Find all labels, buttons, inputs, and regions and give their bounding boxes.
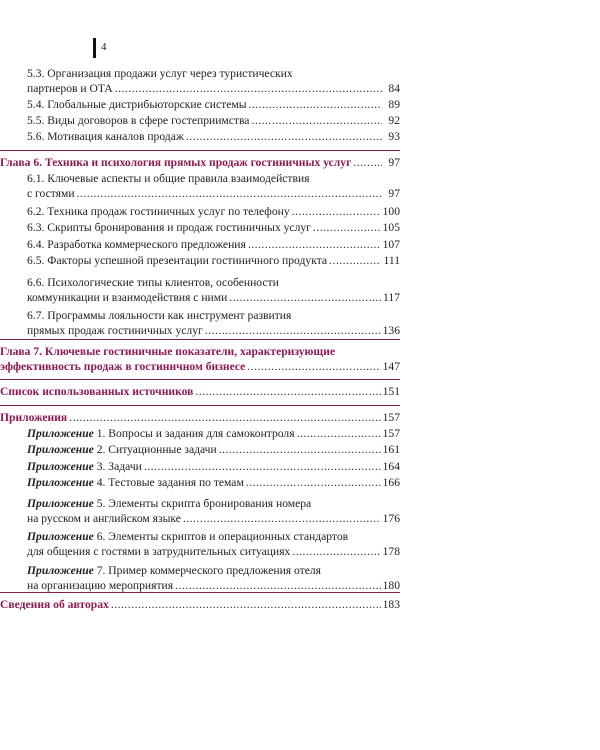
toc-entry-text: 2. Ситуационные задачи [93,443,217,456]
toc-section-entry[interactable] [27,530,400,559]
toc-entry-text: 3. Задачи [93,460,142,473]
section-divider [0,150,400,151]
dot-leader [69,411,380,426]
toc-entry-title [27,130,184,145]
toc-section-entry[interactable] [27,114,400,129]
toc-section-entry[interactable] [27,205,400,220]
dot-leader [111,598,381,613]
toc-page-number: 84 [388,81,400,95]
toc-section-entry[interactable] [27,130,400,145]
toc-entry-text: на организацию мероприятия [27,578,174,592]
toc-section-entry[interactable] [27,309,400,338]
dot-leader [297,427,381,442]
toc-entry-title [27,291,227,306]
section-divider [0,379,400,380]
toc-section-entry[interactable] [27,476,400,491]
toc-chapter-entry[interactable] [0,411,400,426]
toc-page-number: 151 [382,385,400,398]
toc-page-number: 180 [382,578,400,592]
toc-entry-text: 6.1. Ключевые аспекты и общие правила взаимодействия [27,172,310,185]
toc-page-number: 89 [388,98,400,111]
toc-entry-title [0,360,245,375]
toc-entry-text: 6.2. Техника продаж гостиничных услуг по телефону [27,205,290,218]
appendix-label: Приложение [27,530,94,543]
toc-entry-title [0,156,351,171]
toc-entry-title [27,427,295,442]
page-marker-bar [93,38,96,58]
toc-chapter-entry[interactable] [0,345,400,374]
toc-entry-text: для общения с гостями в затруднительных ситуациях [27,544,291,558]
toc-entry-title [0,385,193,400]
toc-entry-title [27,512,181,527]
toc-page-number: 93 [388,130,400,143]
dot-leader [353,156,382,171]
toc-section-entry[interactable] [27,172,400,201]
toc-entry-title [27,443,217,458]
toc-section-entry[interactable] [27,443,400,458]
toc-section-entry[interactable] [27,276,400,305]
toc-entry-text: партнеров и ОТА [27,81,113,95]
dot-leader [329,254,381,269]
toc-entry-title [27,254,327,269]
toc-section-entry[interactable] [27,460,400,475]
toc-page-number: 183 [382,598,400,611]
toc-page-number: 166 [382,476,400,489]
toc-entry-title [27,238,246,253]
dot-leader [195,385,380,400]
toc-entry-text: прямых продаж гостиничных услуг [27,323,203,337]
dot-leader [313,221,381,236]
dot-leader [115,82,382,97]
toc-section-entry[interactable] [27,427,400,442]
toc-page-number: 161 [382,443,400,456]
toc-entry-title [27,579,173,594]
section-divider [0,405,400,406]
toc-entry-text: коммуникации и взаимодействия с ними [27,290,228,304]
toc-page-number: 136 [382,323,400,337]
toc-page-number: 117 [383,290,400,304]
toc-entry-title [27,172,310,185]
toc-entry-text: 1. Вопросы и задания для самоконтроля [93,427,295,440]
toc-page-number: 107 [382,238,400,251]
toc-entry-text: 6.3. Скрипты бронирования и продаж гостиничных услуг [27,221,311,234]
toc-entry-title [27,530,348,543]
toc-section-entry[interactable] [27,67,400,96]
toc-page-number: 178 [382,544,400,558]
toc-entry-title [27,497,311,510]
toc-entry-title [0,411,67,426]
toc-section-entry[interactable] [27,98,400,113]
toc-entry-text: 6.5. Факторы успешной презентации гостиничного продукта [27,254,328,267]
page-number: 4 [101,41,107,53]
section-divider [0,339,400,340]
appendix-label: Приложение [27,427,94,440]
toc-entry-text: 5.6. Мотивация каналов продаж [27,130,184,143]
toc-entry-title [27,98,246,113]
dot-leader [77,187,382,202]
toc-page-number: 97 [388,156,400,169]
dot-leader [183,512,381,527]
appendix-label: Приложение [27,497,94,510]
toc-entry-title [27,545,290,560]
toc-section-entry[interactable] [27,564,400,593]
dot-leader [251,114,382,129]
dot-leader [292,205,381,220]
dot-leader [292,545,380,560]
toc-page-number: 100 [382,205,400,218]
toc-entry-text: 4. Тестовые задания по темам [93,476,244,489]
toc-entry-title [27,82,113,97]
appendix-label: Приложение [27,564,94,577]
toc-entry-text: 7. Пример коммерческого предложения отеля [93,564,322,577]
toc-entry-title [27,309,291,322]
toc-chapter-entry[interactable] [0,156,400,171]
dot-leader [205,324,381,339]
toc-entry-title [27,221,311,236]
toc-entry-title [27,276,279,289]
toc-entry-title [27,67,293,80]
toc-section-entry[interactable] [27,497,400,526]
dot-leader [175,579,381,594]
dot-leader [246,476,381,491]
toc-page-number: 92 [388,114,400,127]
toc-entry-title [27,187,75,202]
toc-entry-title [27,324,203,339]
dot-leader [248,98,382,113]
toc-entry-text: Глава 7. Ключевые гостиничные показатели, характеризующие [0,345,336,358]
toc-page-number: 111 [383,254,400,267]
dot-leader [186,130,382,145]
toc-entry-text: Сведения об авторах [0,598,109,611]
toc-section-entry[interactable] [27,221,400,236]
toc-entry-text: 5.5. Виды договоров в сфере гостеприимства [27,114,250,127]
toc-entry-title [0,345,335,358]
toc-entry-text: 6.6. Психологические типы клиентов, особенности [27,276,279,289]
toc-entry-text: 5.3. Организация продажи услуг через туристических [27,67,293,80]
toc-page-number: 164 [382,460,400,473]
toc-section-entry[interactable] [27,238,400,253]
toc-entry-text: эффективность продаж в гостиничном бизнесе [0,359,246,373]
toc-entry-text: Глава 6. Техника и психология прямых продаж гостиничных услуг [0,156,352,169]
toc-entry-text: Приложения [0,411,68,424]
toc-entry-text: 6. Элементы скриптов и операционных стандартов [93,530,349,543]
toc-page-number: 176 [382,511,400,525]
toc-entry-text: на русском и английском языке [27,511,181,525]
toc-entry-title [27,564,321,577]
appendix-label: Приложение [27,476,94,489]
dot-leader [219,443,381,458]
toc-page-number: 147 [382,359,400,373]
toc-entry-title [27,460,142,475]
dot-leader [248,238,381,253]
toc-chapter-entry[interactable] [0,385,400,400]
toc-entry-title [27,114,249,129]
toc-page-number: 157 [382,427,400,440]
toc-page-number: 105 [382,221,400,234]
toc-page-number: 157 [382,411,400,424]
toc-entry-text: 6.7. Программы лояльности как инструмент развития [27,309,292,322]
toc-entry-text: 5. Элементы скрипта бронирования номера [93,497,312,510]
appendix-label: Приложение [27,460,94,473]
dot-leader [229,291,381,306]
toc-chapter-entry[interactable] [0,598,400,613]
toc-entry-title [0,598,109,613]
dot-leader [144,460,381,475]
toc-page-number: 97 [388,186,400,200]
toc-entry-text: Список использованных источников [0,385,194,398]
toc-entry-text: с гостями [27,186,75,200]
toc-entry-text: 5.4. Глобальные дистрибьюторские системы [27,98,247,111]
dot-leader [247,360,380,375]
toc-entry-title [27,476,244,491]
toc-entry-title [27,205,290,220]
toc-section-entry[interactable] [27,254,400,269]
toc-entry-text: 6.4. Разработка коммерческого предложения [27,238,246,251]
appendix-label: Приложение [27,443,94,456]
